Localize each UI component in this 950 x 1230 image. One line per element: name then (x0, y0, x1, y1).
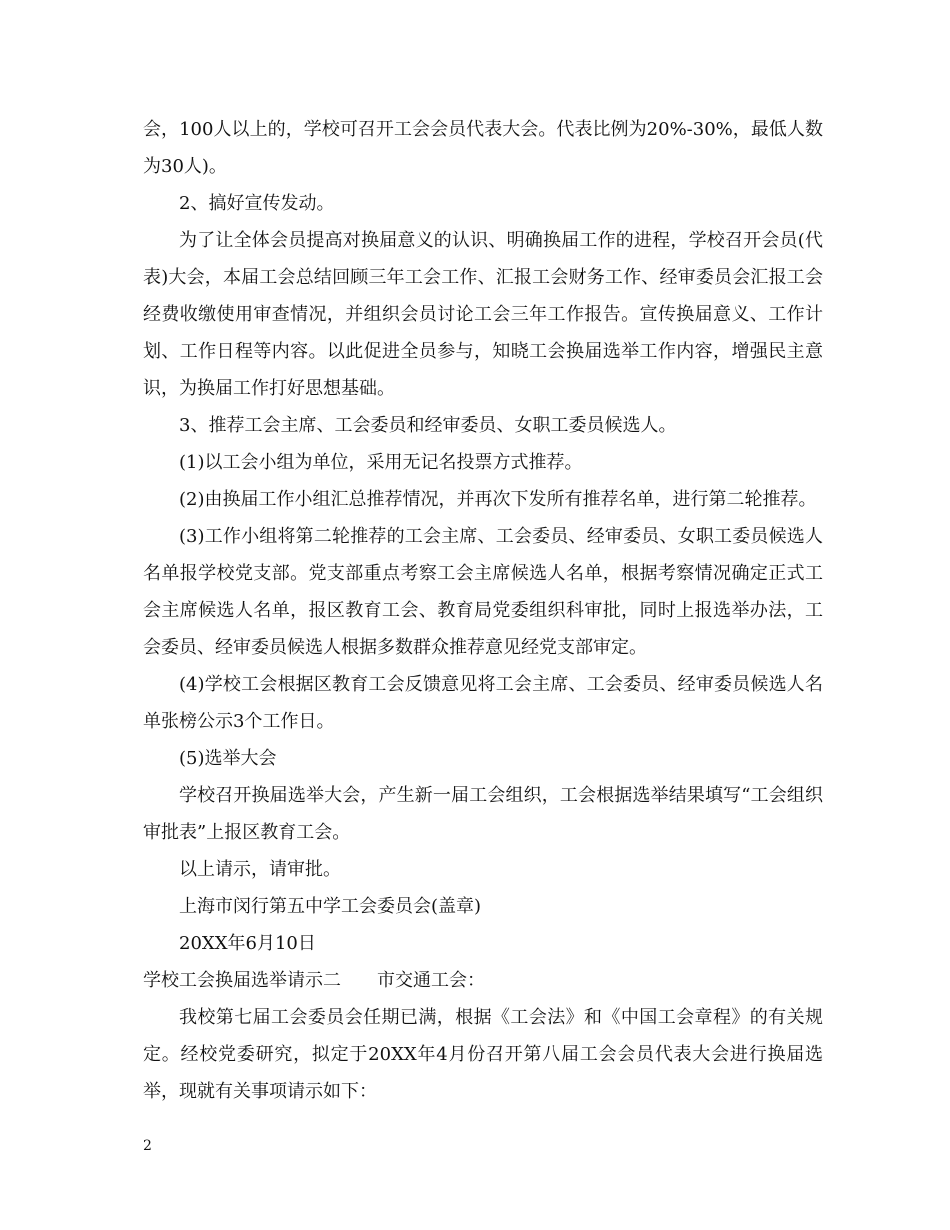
paragraph-11: 以上请示，请审批。 (179, 859, 341, 880)
paragraph-closing: 我校第七届工会委员会任期已满，根据《工会法》和《中国工会章程》的有关规定。经校党委研究，拟定于20XX年4月份召开第八届工会会员代表大会进行换届选举，现就有关事项请示如下： (143, 1007, 823, 1102)
date-line: 20XX年6月10日 (179, 933, 316, 954)
body-text (143, 111, 823, 1110)
paragraph-4: 3、推荐工会主席、工会委员和经审委员、女职工委员候选人。 (179, 415, 677, 436)
signature-line: 上海市闵行第五中学工会委员会(盖章) (179, 896, 482, 917)
heading-title: 学校工会换届选举请示二 (143, 970, 341, 991)
paragraph-8: (4)学校工会根据区教育工会反馈意见将工会主席、工会委员、经审委员候选人名单张榜公示3个工作日。 (143, 674, 823, 732)
paragraph-10: 学校召开换届选举大会，产生新一届工会组织，工会根据选举结果填写“工会组织审批表”上报区教育工会。 (143, 785, 823, 843)
paragraph-9: (5)选举大会 (179, 748, 277, 769)
page-number: 2 (143, 1138, 152, 1154)
paragraph-7: (3)工作小组将第二轮推荐的工会主席、工会委员、经审委员、女职工委员候选人名单报学校党支部。党支部重点考察工会主席候选人名单，根据考察情况确定正式工会主席候选人名单，报区教育工会、教育局党委组织科审批，同时上报选举办法，工会委员、经审委员候选人根据多数群众推荐意见经党支部审定。 (143, 526, 823, 658)
paragraph-3: 为了让全体会员提高对换届意义的认识、明确换届工作的进程，学校召开会员(代表)大会，本届工会总结回顾三年工会工作、汇报工会财务工作、经审委员会汇报工会经费收缴使用审查情况，并组织会员讨论工会三年工作报告。宣传换届意义、工作计划、工作日程等内容。以此促进全员参与，知晓工会换届选举工作内容，增强民主意识，为换届工作打好思想基础。 (143, 230, 823, 399)
paragraph-2: 2、搞好宣传发动。 (179, 193, 335, 214)
paragraph-6: (2)由换届工作小组汇总推荐情况，并再次下发所有推荐名单，进行第二轮推荐。 (179, 489, 817, 510)
paragraph-1: 会，100人以上的，学校可召开工会会员代表大会。代表比例为20%-30%，最低人数为30人)。 (143, 119, 823, 177)
heading-addressee: 市交通工会： (377, 970, 485, 991)
paragraph-5: (1)以工会小组为单位，采用无记名投票方式推荐。 (179, 452, 583, 473)
heading-line (143, 962, 823, 999)
